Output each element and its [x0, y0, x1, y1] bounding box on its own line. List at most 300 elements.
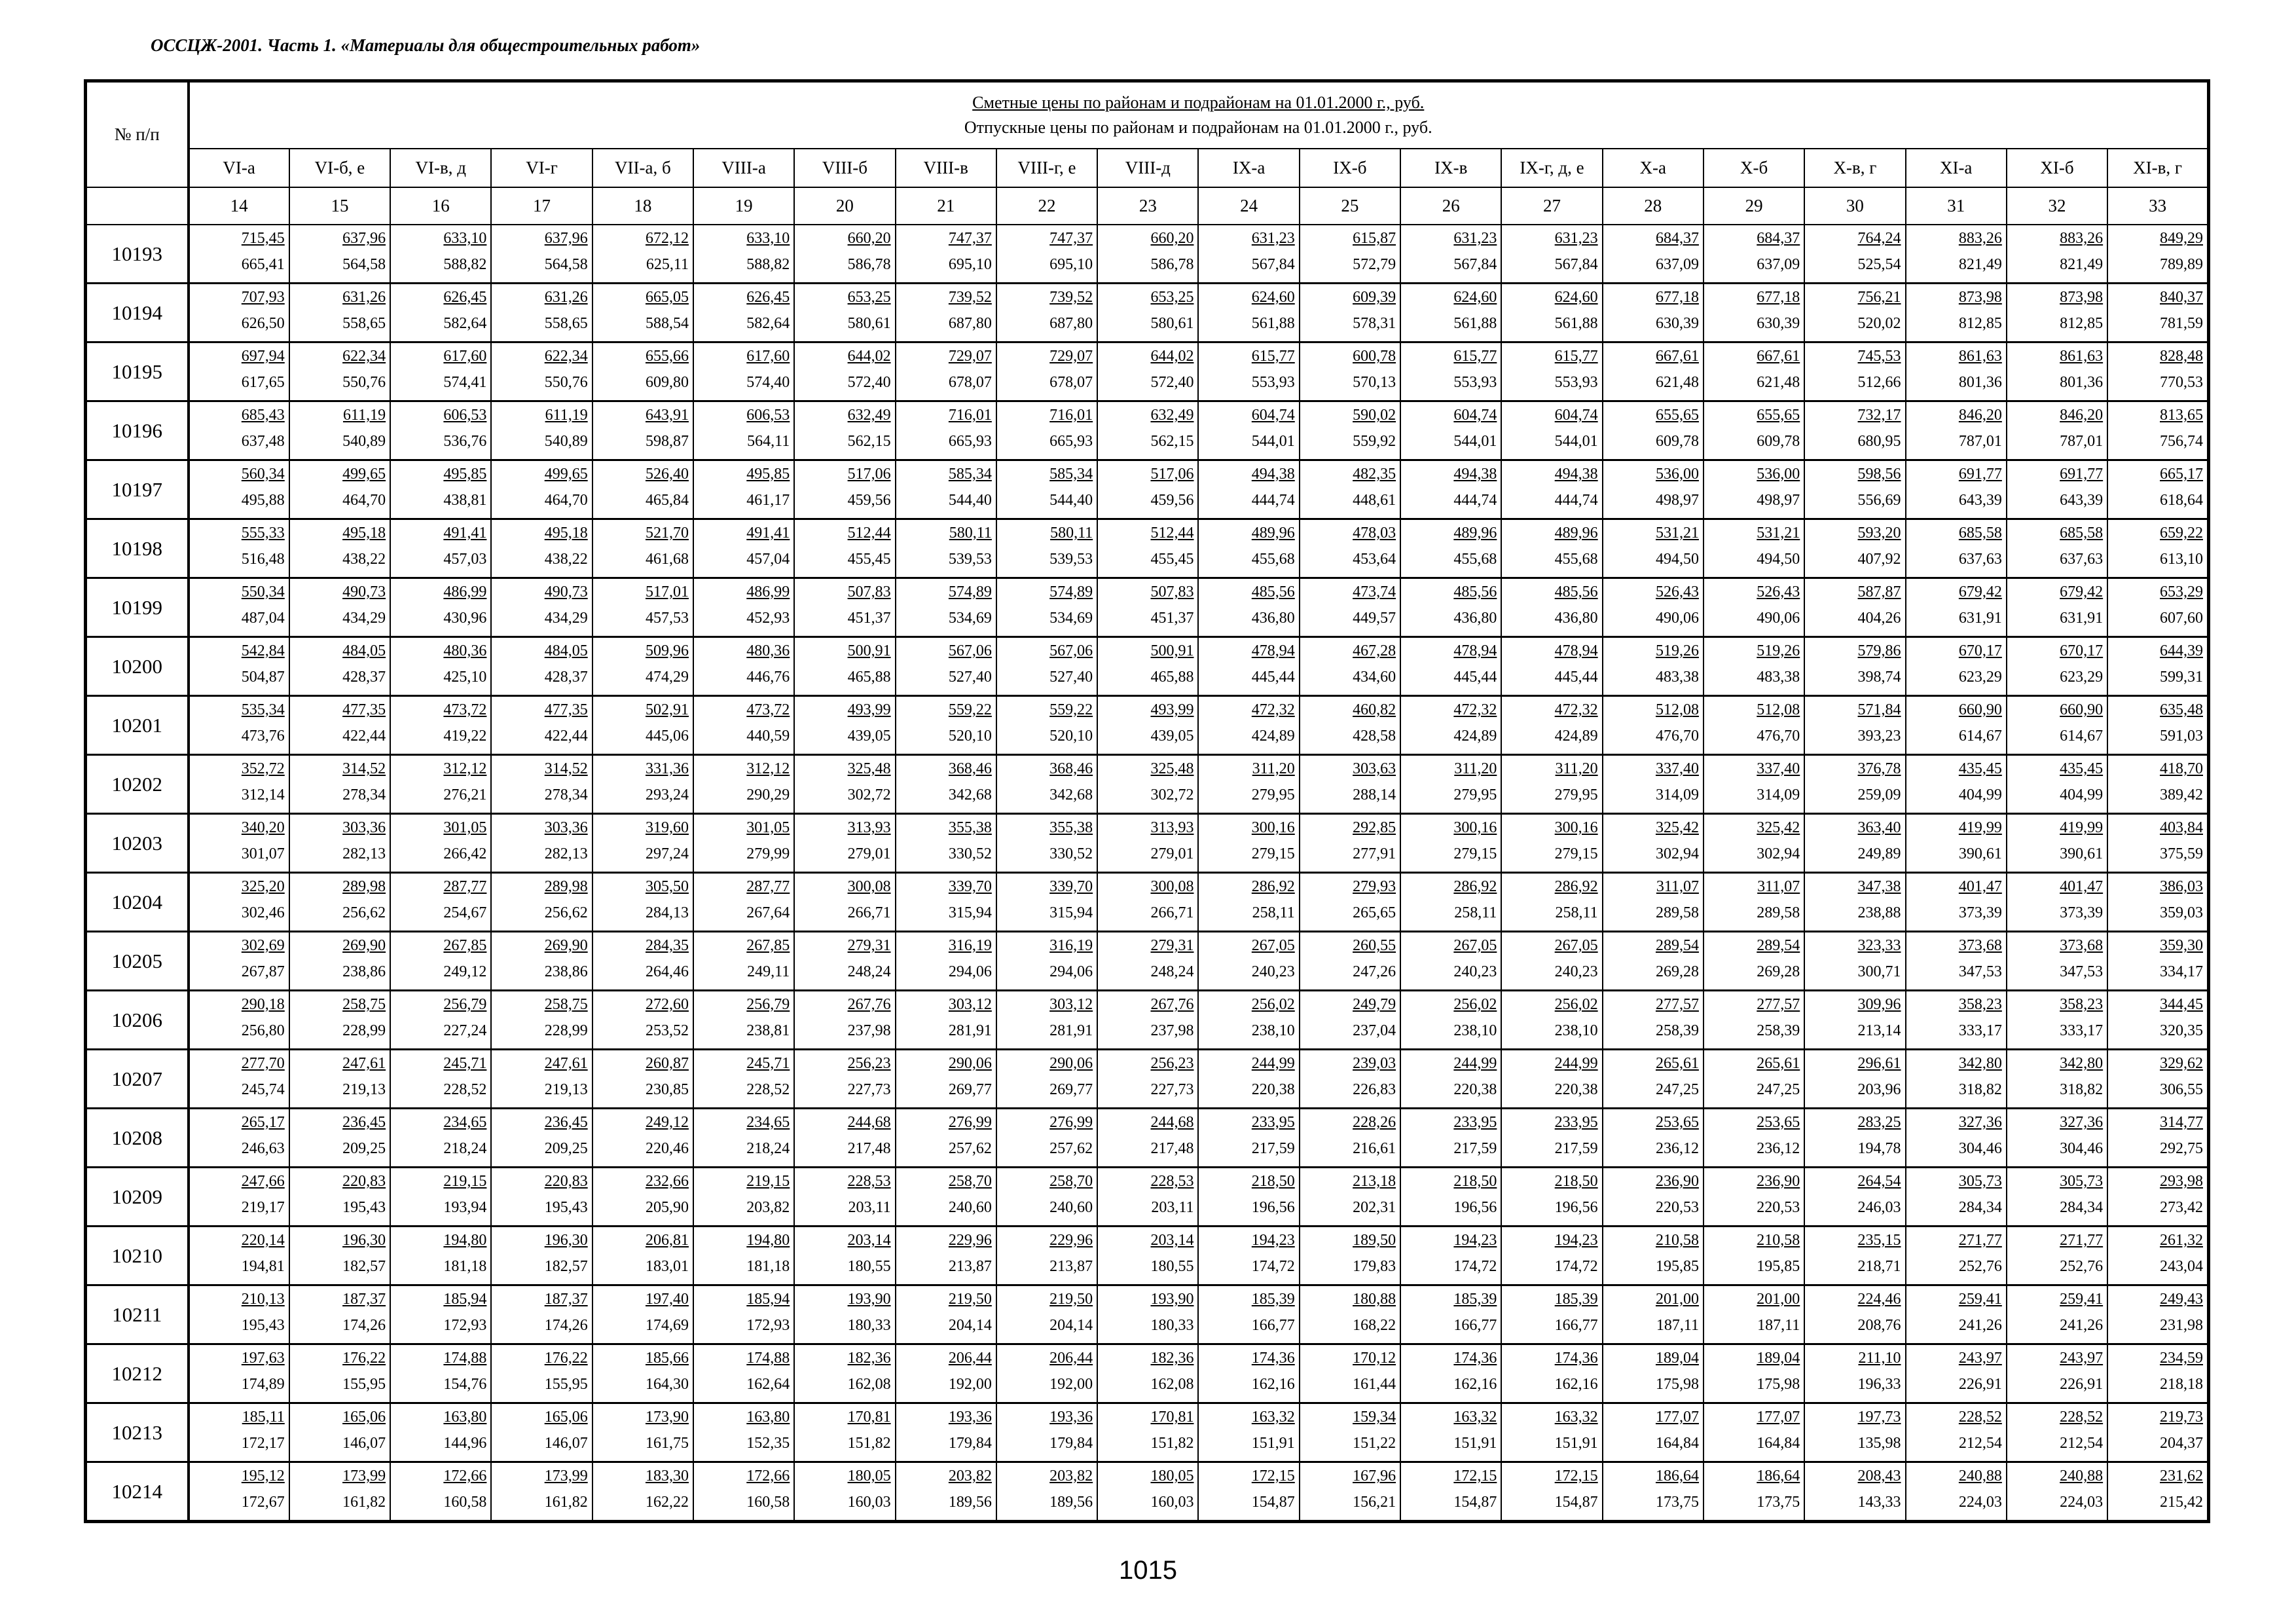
estimate-price: 289,54	[1757, 937, 1800, 954]
price-cell	[2007, 873, 2107, 932]
price-cell	[491, 696, 592, 755]
price-cell	[1804, 755, 1905, 814]
estimate-price: 195,12	[241, 1467, 285, 1485]
release-price: 373,39	[1958, 904, 2002, 921]
price-cell	[1300, 519, 1400, 578]
release-price: 439,05	[847, 728, 891, 745]
price-cell	[1804, 1227, 1905, 1285]
release-price: 678,07	[1049, 374, 1093, 391]
estimate-price: 590,02	[1353, 407, 1396, 424]
release-price: 154,87	[1554, 1494, 1598, 1511]
row-number: 10214	[86, 1462, 189, 1522]
release-price: 572,40	[847, 374, 891, 391]
price-cell	[289, 401, 390, 460]
estimate-price: 244,99	[1554, 1055, 1598, 1072]
estimate-price: 653,25	[847, 289, 891, 306]
column-header: XI-а	[1906, 149, 2007, 187]
price-cell	[693, 1050, 794, 1109]
price-cell	[1300, 696, 1400, 755]
estimate-price: 828,48	[2160, 348, 2203, 365]
estimate-price: 165,06	[342, 1409, 386, 1426]
price-cell	[2007, 991, 2107, 1050]
price-cell	[1198, 1109, 1299, 1168]
release-price: 294,06	[948, 963, 992, 980]
release-price: 151,91	[1453, 1435, 1497, 1452]
price-cell	[2007, 1109, 2107, 1168]
price-cell	[289, 1168, 390, 1227]
release-price: 430,96	[443, 610, 487, 627]
release-price: 172,17	[241, 1435, 285, 1452]
estimate-price: 521,70	[645, 525, 689, 542]
price-cell	[1603, 284, 1704, 342]
price-cell	[189, 696, 289, 755]
release-price: 279,95	[1453, 786, 1497, 803]
release-price: 821,49	[2060, 256, 2104, 273]
estimate-price: 598,56	[1857, 466, 1901, 483]
price-cell	[1300, 460, 1400, 519]
release-price: 625,11	[646, 256, 689, 273]
release-price: 241,26	[2060, 1317, 2104, 1334]
release-price: 302,72	[847, 786, 891, 803]
price-cell	[491, 284, 592, 342]
release-price: 607,60	[2160, 610, 2203, 627]
release-price: 389,42	[2160, 786, 2203, 803]
estimate-price: 256,23	[847, 1055, 891, 1072]
price-cell	[693, 637, 794, 696]
release-price: 174,72	[1251, 1258, 1295, 1275]
price-cell	[996, 519, 1097, 578]
price-cell	[1097, 1344, 1198, 1403]
price-cell	[1097, 578, 1198, 637]
release-price: 160,58	[746, 1494, 790, 1511]
estimate-price: 265,61	[1757, 1055, 1800, 1072]
release-price: 553,93	[1554, 374, 1598, 391]
price-cell	[1804, 1462, 1905, 1522]
release-price: 487,04	[241, 610, 285, 627]
release-price: 245,74	[241, 1081, 285, 1098]
price-cell	[996, 401, 1097, 460]
release-price: 695,10	[948, 256, 992, 273]
estimate-price: 180,88	[1353, 1291, 1396, 1308]
price-cell	[693, 1285, 794, 1344]
price-cell	[390, 1168, 491, 1227]
release-price: 553,93	[1453, 374, 1497, 391]
price-cell	[996, 932, 1097, 991]
release-price: 574,41	[443, 374, 487, 391]
release-price: 212,54	[2060, 1435, 2104, 1452]
row-number: 10199	[86, 578, 189, 637]
estimate-price: 715,45	[241, 230, 285, 247]
release-price: 564,58	[342, 256, 386, 273]
estimate-price: 632,49	[1150, 407, 1194, 424]
price-cell	[1501, 814, 1602, 873]
estimate-price: 292,85	[1353, 819, 1396, 836]
estimate-price: 206,81	[645, 1232, 689, 1249]
release-price: 439,05	[1150, 728, 1194, 745]
release-price: 637,63	[2060, 551, 2104, 568]
price-cell	[996, 991, 1097, 1050]
estimate-price: 684,37	[1757, 230, 1800, 247]
table-row	[86, 1168, 2209, 1227]
price-cell	[996, 342, 1097, 401]
price-cell	[592, 284, 693, 342]
column-header: VIII-б	[794, 149, 895, 187]
estimate-price: 622,34	[544, 348, 588, 365]
release-price: 237,98	[1150, 1022, 1194, 1039]
estimate-price: 679,42	[2060, 583, 2104, 600]
release-price: 315,94	[1049, 904, 1093, 921]
estimate-price: 309,96	[1857, 996, 1901, 1013]
estimate-price: 185,39	[1453, 1291, 1497, 1308]
price-cell	[189, 1344, 289, 1403]
estimate-price: 419,99	[1958, 819, 2002, 836]
release-price: 258,11	[1252, 904, 1295, 921]
release-price: 179,84	[1049, 1435, 1093, 1452]
release-price: 227,73	[847, 1081, 891, 1098]
estimate-price: 500,91	[847, 642, 891, 659]
estimate-price: 633,10	[746, 230, 790, 247]
release-price: 347,53	[1958, 963, 2002, 980]
release-price: 195,85	[1655, 1258, 1699, 1275]
estimate-price: 301,05	[746, 819, 790, 836]
release-price: 558,65	[544, 315, 588, 332]
estimate-price: 174,88	[443, 1350, 487, 1367]
release-price: 135,98	[1857, 1435, 1901, 1452]
price-cell	[1704, 401, 1804, 460]
release-price: 249,11	[747, 963, 790, 980]
estimate-price: 611,19	[342, 407, 386, 424]
estimate-price: 220,83	[544, 1173, 588, 1190]
price-cell	[1603, 873, 1704, 932]
release-price: 574,40	[746, 374, 790, 391]
release-price: 434,29	[342, 610, 386, 627]
estimate-price: 489,96	[1554, 525, 1598, 542]
release-price: 428,37	[544, 669, 588, 686]
release-price: 276,21	[443, 786, 487, 803]
column-header: IX-в	[1400, 149, 1501, 187]
release-price: 213,87	[948, 1258, 992, 1275]
release-price: 559,92	[1353, 433, 1396, 450]
estimate-price: 172,15	[1251, 1467, 1295, 1485]
estimate-price: 368,46	[1049, 760, 1093, 777]
column-header: VI-в, д	[390, 149, 491, 187]
estimate-price: 203,82	[948, 1467, 992, 1485]
release-price: 267,87	[241, 963, 285, 980]
estimate-price: 419,99	[2060, 819, 2104, 836]
row-number: 10209	[86, 1168, 189, 1227]
price-cell	[2107, 1285, 2208, 1344]
price-cell	[1501, 1168, 1602, 1227]
price-cell	[1300, 225, 1400, 284]
release-price: 228,52	[443, 1081, 487, 1098]
release-price: 224,03	[2060, 1494, 2104, 1511]
price-cell	[1704, 991, 1804, 1050]
price-cell	[794, 1168, 895, 1227]
estimate-price: 235,15	[1857, 1232, 1901, 1249]
price-cell	[794, 1285, 895, 1344]
estimate-price: 685,58	[2060, 525, 2104, 542]
estimate-price: 303,12	[1049, 996, 1093, 1013]
price-cell	[2007, 519, 2107, 578]
price-cell	[2107, 284, 2208, 342]
price-cell	[896, 1285, 996, 1344]
release-price: 220,38	[1554, 1081, 1598, 1098]
price-cell	[289, 1462, 390, 1522]
price-cell	[896, 873, 996, 932]
release-price: 217,48	[847, 1140, 891, 1157]
release-price: 282,13	[544, 845, 588, 862]
column-header: IX-б	[1300, 149, 1400, 187]
release-price: 558,65	[342, 315, 386, 332]
estimate-price: 279,31	[1150, 937, 1194, 954]
estimate-price: 633,10	[443, 230, 487, 247]
price-cell	[1501, 225, 1602, 284]
price-cell	[1300, 1344, 1400, 1403]
price-cell	[592, 637, 693, 696]
estimate-price: 228,26	[1353, 1114, 1396, 1131]
release-price: 567,84	[1554, 256, 1598, 273]
price-cell	[2107, 873, 2208, 932]
price-cell	[1097, 1227, 1198, 1285]
estimate-price: 344,45	[2160, 996, 2203, 1013]
column-header: VI-б, е	[289, 149, 390, 187]
release-price: 189,56	[1049, 1494, 1093, 1511]
estimate-price: 684,37	[1655, 230, 1699, 247]
price-cell	[189, 1168, 289, 1227]
estimate-price: 249,12	[645, 1114, 689, 1131]
estimate-price: 244,68	[1150, 1114, 1194, 1131]
table-row	[86, 755, 2209, 814]
price-cell	[2007, 578, 2107, 637]
price-cell	[592, 342, 693, 401]
estimate-price: 176,22	[544, 1350, 588, 1367]
release-price: 269,77	[948, 1081, 992, 1098]
table-row	[86, 225, 2209, 284]
release-price: 161,82	[544, 1494, 588, 1511]
price-cell	[1501, 755, 1602, 814]
estimate-price: 670,17	[2060, 642, 2104, 659]
price-cell	[896, 1109, 996, 1168]
release-price: 453,64	[1353, 551, 1396, 568]
release-price: 434,29	[544, 610, 588, 627]
price-cell	[289, 284, 390, 342]
column-header: VIII-а	[693, 149, 794, 187]
estimate-price: 622,34	[342, 348, 386, 365]
estimate-price: 197,40	[645, 1291, 689, 1308]
price-cell	[2107, 1403, 2208, 1462]
price-cell	[794, 1462, 895, 1522]
price-cell	[491, 401, 592, 460]
price-cell	[1804, 519, 1905, 578]
estimate-price: 337,40	[1655, 760, 1699, 777]
estimate-price: 489,96	[1453, 525, 1497, 542]
price-cell	[390, 637, 491, 696]
estimate-price: 716,01	[948, 407, 992, 424]
release-price: 617,65	[241, 374, 285, 391]
estimate-price: 609,39	[1353, 289, 1396, 306]
price-cell	[1198, 873, 1299, 932]
column-header: XI-б	[2007, 149, 2107, 187]
price-cell	[896, 1050, 996, 1109]
estimate-price: 316,19	[1049, 937, 1093, 954]
estimate-price: 517,06	[847, 466, 891, 483]
estimate-price: 502,91	[645, 701, 689, 718]
release-price: 614,67	[2060, 728, 2104, 745]
release-price: 444,74	[1453, 492, 1497, 509]
estimate-price: 256,02	[1554, 996, 1598, 1013]
release-price: 476,70	[1757, 728, 1800, 745]
estimate-price: 247,61	[544, 1055, 588, 1072]
estimate-price: 342,80	[2060, 1055, 2104, 1072]
release-price: 490,06	[1655, 610, 1699, 627]
release-price: 154,87	[1453, 1494, 1497, 1511]
price-cell	[1400, 1168, 1501, 1227]
price-cell	[491, 1168, 592, 1227]
estimate-price: 685,58	[1958, 525, 2002, 542]
estimate-price: 189,04	[1757, 1350, 1800, 1367]
estimate-price: 193,36	[1049, 1409, 1093, 1426]
release-price: 193,94	[443, 1199, 487, 1216]
estimate-price: 234,65	[746, 1114, 790, 1131]
release-price: 258,39	[1757, 1022, 1800, 1039]
release-price: 248,24	[847, 963, 891, 980]
row-number: 10206	[86, 991, 189, 1050]
price-cell	[1400, 1403, 1501, 1462]
release-price: 302,72	[1150, 786, 1194, 803]
estimate-price: 201,00	[1757, 1291, 1800, 1308]
price-cell	[1704, 755, 1804, 814]
estimate-price: 507,83	[847, 583, 891, 600]
release-price: 637,09	[1655, 256, 1699, 273]
column-header: VI-г	[491, 149, 592, 187]
release-price: 154,87	[1251, 1494, 1295, 1511]
price-cell	[491, 1109, 592, 1168]
estimate-price: 373,68	[2060, 937, 2104, 954]
estimate-price: 170,81	[847, 1409, 891, 1426]
table-row	[86, 284, 2209, 342]
estimate-price: 194,23	[1453, 1232, 1497, 1249]
release-price: 161,75	[645, 1435, 689, 1452]
release-price: 227,73	[1150, 1081, 1194, 1098]
release-price: 189,56	[948, 1494, 992, 1511]
estimate-price: 615,87	[1353, 230, 1396, 247]
release-price: 564,58	[544, 256, 588, 273]
release-price: 643,39	[2060, 492, 2104, 509]
estimate-price: 691,77	[2060, 466, 2104, 483]
release-price: 195,43	[342, 1199, 386, 1216]
price-cell	[1400, 1227, 1501, 1285]
estimate-price: 186,64	[1757, 1467, 1800, 1485]
estimate-price: 300,08	[847, 878, 891, 895]
release-price: 342,68	[948, 786, 992, 803]
price-cell	[794, 637, 895, 696]
estimate-price: 339,70	[1049, 878, 1093, 895]
estimate-prices-title: Сметные цены по районам и подрайонам на 01.01.2000 г., руб.	[972, 93, 1425, 112]
price-cell	[1198, 1050, 1299, 1109]
price-cell	[1400, 873, 1501, 932]
estimate-price: 267,85	[746, 937, 790, 954]
release-price: 457,04	[746, 551, 790, 568]
price-cell	[794, 1227, 895, 1285]
release-price: 269,77	[1049, 1081, 1093, 1098]
estimate-price: 526,40	[645, 466, 689, 483]
price-cell	[996, 637, 1097, 696]
estimate-price: 509,96	[645, 642, 689, 659]
price-cell	[1198, 1403, 1299, 1462]
release-price: 292,75	[2160, 1140, 2203, 1157]
release-price: 240,60	[1049, 1199, 1093, 1216]
release-price: 424,89	[1251, 728, 1295, 745]
release-price: 151,91	[1554, 1435, 1598, 1452]
estimate-price: 233,95	[1554, 1114, 1598, 1131]
price-cell	[1804, 225, 1905, 284]
price-cell	[1603, 1109, 1704, 1168]
estimate-price: 287,77	[443, 878, 487, 895]
estimate-price: 660,90	[2060, 701, 2104, 718]
price-cell	[491, 932, 592, 991]
price-cell	[996, 1168, 1097, 1227]
estimate-price: 239,03	[1353, 1055, 1396, 1072]
column-header: VIII-в	[896, 149, 996, 187]
table-row	[86, 1109, 2209, 1168]
release-price: 203,96	[1857, 1081, 1901, 1098]
estimate-price: 312,12	[443, 760, 487, 777]
release-price: 162,16	[1251, 1376, 1295, 1393]
price-cell	[491, 225, 592, 284]
price-cell	[289, 1109, 390, 1168]
price-cell	[1603, 578, 1704, 637]
price-cell	[1300, 1227, 1400, 1285]
price-cell	[1603, 519, 1704, 578]
release-price: 544,40	[948, 492, 992, 509]
release-price: 425,10	[443, 669, 487, 686]
release-price: 273,42	[2160, 1199, 2203, 1216]
release-price: 436,80	[1453, 610, 1497, 627]
price-cell	[189, 1050, 289, 1109]
release-price: 246,63	[241, 1140, 285, 1157]
release-price: 631,91	[2060, 610, 2104, 627]
release-price: 164,30	[645, 1376, 689, 1393]
price-cell	[2007, 342, 2107, 401]
release-price: 195,85	[1757, 1258, 1800, 1275]
price-cell	[1097, 1050, 1198, 1109]
price-cell	[794, 225, 895, 284]
price-cell	[1400, 814, 1501, 873]
price-cell	[1400, 991, 1501, 1050]
estimate-price: 615,77	[1251, 348, 1295, 365]
release-price: 278,34	[544, 786, 588, 803]
estimate-price: 247,61	[342, 1055, 386, 1072]
price-cell	[2007, 932, 2107, 991]
release-price: 182,57	[544, 1258, 588, 1275]
release-price: 770,53	[2160, 374, 2203, 391]
release-price: 162,22	[645, 1494, 689, 1511]
estimate-price: 478,94	[1554, 642, 1598, 659]
estimate-price: 418,70	[2160, 760, 2203, 777]
estimate-price: 764,24	[1857, 230, 1901, 247]
row-number: 10198	[86, 519, 189, 578]
price-cell	[1804, 284, 1905, 342]
price-cell	[2107, 578, 2208, 637]
estimate-price: 580,11	[949, 525, 992, 542]
estimate-price: 325,42	[1757, 819, 1800, 836]
estimate-price: 311,20	[1555, 760, 1598, 777]
release-price: 212,54	[1958, 1435, 2002, 1452]
price-cell	[996, 284, 1097, 342]
release-price: 252,76	[2060, 1258, 2104, 1275]
price-cell	[1300, 342, 1400, 401]
release-price: 217,59	[1251, 1140, 1295, 1157]
